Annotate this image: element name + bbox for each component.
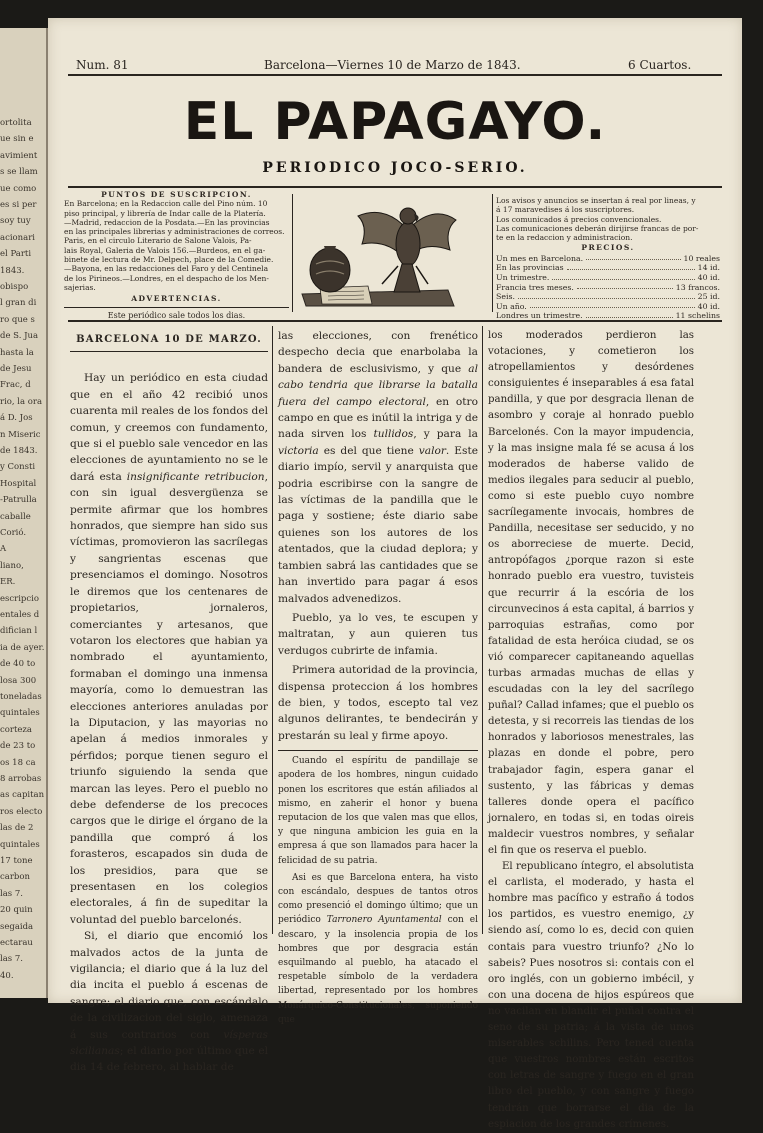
paragraph: Pueblo, ya lo ves, te escupen y maltratan, y aun quieren tus verdugos cubrirte de infamia.: [278, 611, 478, 657]
price-row: [496, 292, 720, 302]
paragraph: [70, 928, 268, 1076]
price-value: 25 id.: [697, 292, 720, 302]
prices-title: PRECIOS.: [581, 243, 635, 253]
fragment-line: toneladas: [0, 692, 42, 702]
paragraph: Cuando el espíritu de pandillaje se apodera de los hombres, ningun cuidado ponen los escritores que están afiliados al mismo, en zaherir el honor y buena reputacion de los que valen mas que ellos, y que ninguna ambicion les guia en la empresa á que son llamados para hacer la felicidad de su patria.: [278, 756, 478, 866]
fragment-line: acionari: [0, 232, 35, 243]
text-italic: Tarronero Ayuntamental: [326, 915, 442, 926]
text-italic: valor: [418, 444, 446, 457]
fragment-line: rio, la ora: [0, 396, 43, 407]
column-3: [488, 328, 694, 1133]
fragment-line: n Miseric: [0, 429, 41, 440]
fragment-line: 1843.: [0, 265, 25, 276]
prices-table: [496, 254, 720, 321]
fragment-line: de S. Jua: [0, 331, 39, 342]
text: , y para la: [413, 428, 478, 441]
fragment-line: de 1843.: [0, 446, 38, 456]
text-line: en las principales librerias y administraciones de correos.: [64, 227, 285, 237]
prices-box: [496, 196, 720, 321]
box-divider-right: [492, 194, 493, 312]
text: ; el diario por último que el dia 14 de febrero, al hablar de: [70, 1045, 268, 1074]
fragment-line: obispo: [0, 282, 29, 292]
text-line: de los Pirineos.—Londres, en el despacho de los Men-: [64, 273, 269, 283]
subscription-box: [64, 190, 289, 320]
price-label: Londres un trimestre.: [496, 311, 583, 321]
dot-leader: [518, 292, 695, 299]
price-label: Un año.: [496, 301, 527, 311]
text-italic: tullidos: [373, 428, 414, 441]
fragment-line: A: [0, 544, 7, 555]
fragment-line: quintales: [0, 839, 40, 850]
fragment-line: las 7.: [0, 954, 23, 965]
text-line: te en la redaccion y administracion.: [496, 233, 633, 243]
fragment-line: Frac, d: [0, 380, 31, 391]
text-italic: vísperas sicilianas: [70, 1028, 268, 1058]
text: Si, el diario que encomió los malvados actos de la junta de vigilancia; el diario que á la luz del dia incita el pueblo á escenas de sangre; el diario que, con escándalo de la civilizacion del siglo, amenaza á sus contrarios con: [70, 930, 268, 1041]
daily-note: Este periódico sale todos los dias.: [64, 307, 289, 320]
subscription-title: PUNTOS DE SUSCRIPCION.: [101, 190, 252, 199]
fragment-line: de 23 to: [0, 741, 36, 752]
price-value: 11 schelins: [675, 311, 720, 321]
fragment-line: quintales: [0, 708, 40, 719]
dot-leader: [586, 254, 680, 261]
fragment-line: 20 quin: [0, 905, 33, 916]
masthead-title: EL PAPAGAYO.: [183, 92, 607, 152]
price-value: 40 id.: [697, 301, 720, 311]
price-label: Un trimestre.: [496, 272, 550, 282]
column-rule: [272, 326, 273, 934]
fragment-line: entales d: [0, 610, 40, 620]
text: es del que tiene: [318, 444, 419, 457]
fragment-line: es si per: [0, 200, 37, 210]
box-divider-left: [292, 194, 293, 312]
price-row: [496, 263, 720, 273]
text: Asi es que Barcelona entera, ha visto con escándalo, despues de tantos otros como presenció el domingo último; que un periódico: [278, 872, 478, 926]
price-value: 14 id.: [697, 263, 720, 273]
text-line: Los comunicados á precios convencionales.: [496, 214, 662, 224]
text-line: Las comunicaciones deberán dirijirse francas de por-: [496, 223, 699, 233]
fragment-line: caballe: [0, 511, 31, 522]
dot-leader: [586, 311, 673, 318]
issue-number: Num. 81: [76, 58, 129, 72]
text-line: —Madrid, redaccion de la Posdata.—En las provincias: [64, 217, 270, 227]
fragment-line: de 40 to: [0, 659, 36, 670]
fragment-line: las de 2: [0, 823, 34, 834]
fragment-line: á D. Jos: [0, 413, 33, 424]
price-label: Seis.: [496, 292, 515, 302]
fragment-line: -Patrulla: [0, 495, 37, 506]
fragment-line: ER.: [0, 577, 16, 588]
fragment-line: escripcio: [0, 593, 39, 604]
text-line: Los avisos y anuncios se insertan á real por lineas, y: [496, 196, 696, 205]
fragment-line: ro que s: [0, 314, 35, 325]
fragment-line: ia de ayer.: [0, 642, 45, 653]
body-top-rule: [68, 320, 722, 322]
fragment-line: ue sin e: [0, 134, 34, 145]
fragment-line: os 18 ca: [0, 757, 36, 768]
fragment-line: 17 tone: [0, 856, 33, 866]
masthead-subtitle: PERIODICO JOCO-SERIO.: [262, 160, 528, 176]
paragraph: [278, 328, 478, 607]
dot-leader: [530, 302, 695, 309]
fragment-line: difician l: [0, 626, 38, 637]
paragraph: [278, 871, 478, 1027]
fragment-line: corteza: [0, 724, 32, 735]
price-value: 40 id.: [697, 272, 720, 282]
fragment-line: Hospital: [0, 478, 37, 489]
fragment-line: y Consti: [0, 462, 36, 473]
price-value: 10 reales: [683, 253, 720, 263]
dot-leader: [577, 283, 673, 290]
paragraph: [70, 370, 268, 928]
text-line: sajerias.: [64, 282, 96, 292]
text-line: á 17 maravedises á los suscriptores.: [496, 205, 635, 215]
masthead-rule: [68, 186, 722, 188]
fragment-line: 8 arrobas: [0, 774, 42, 784]
fragment-line: ectarau: [0, 938, 33, 948]
text-line: piso principal, y librería de Indar calle de la Platería.: [64, 208, 266, 218]
text-line: binete de lectura de Mr. Delpech, place de la Comedie.: [64, 255, 274, 265]
price-row: [496, 273, 720, 283]
column-1: [70, 328, 268, 1076]
fragment-line: l gran di: [0, 298, 37, 309]
separator: [278, 750, 478, 751]
fragment-line: Corió.: [0, 528, 27, 538]
text-line: Paris, en el circulo Literario de Salone Valois, Pa-: [64, 236, 252, 246]
note-block: [278, 754, 478, 1027]
text-italic: insignificante retribucion: [126, 470, 265, 483]
fragment-line: ue como: [0, 183, 37, 194]
paragraph: El republicano íntegro, el absolutista el carlista, el moderado, y hasta el hombre mas pacífico y estraño á todos los partidos, es vuestro enemigo, ¿y siendo así, como lo es, decid con quien contais para vuestro triunfo? ¿No lo sabeis? Pues nosotros si: contais con el oro inglés, con un gobierno imbécil, y con una docena de hijos espúreos que no vacilan en blandir el puñal contra el seno de su patria; á la vista de unos miserables schilins. Pero tened cuenta que vuestros nombres están escritos con letras de sangre y fuego en el gran libro del pueblo, y con sangre y fuego tendrán que borrarse el dia de la espiacion de los grandes crímenes.: [488, 861, 694, 1130]
column-rule: [482, 326, 483, 934]
column-2: [278, 328, 478, 1027]
price-row: [496, 302, 720, 312]
paragraph: Primera autoridad de la provincia, dispensa proteccion á los hombres de bien, y todos, escepto tal vez algunos delirantes, te bendecirán y prestarán su leal y firme apoyo.: [278, 664, 478, 742]
price-row: [496, 283, 720, 293]
section-heading: BARCELONA 10 DE MARZO.: [70, 332, 268, 352]
fragment-line: losa 300: [0, 675, 37, 686]
subscription-lines: [64, 199, 289, 292]
price-label: En las provincias: [496, 263, 564, 273]
fragment-line: de Jesu: [0, 364, 32, 374]
advertencias-title: ADVERTENCIAS.: [131, 294, 222, 304]
fragment-line: carbon: [0, 872, 30, 883]
text-line: En Barcelona; en la Redaccion calle del Pino núm. 10: [64, 199, 268, 209]
text: , con sin igual desvergüenza se permite afirmar que los hombres honrados, que siempre han sido sus víctimas, promovieron las sacrílegas y sangrientas escenas que presenciamos el domingo. Nosotros le diremos que los centenares de propietarios, jornaleros, comerciantes y artesanos, que votaron los electores que habian ya nombrado el ayuntamiento, formaban el domingo una inmensa mayoría, como lo demuestran las elecciones anteriores anuladas por la Diputacion, y las mayorias no apelan á medios inmorales y pérfidos; porque tienen seguro el triunfo siguiendo la senda que marcan las leyes. Pero el pueblo no debe defenderse de los precoces cargos que le dirige el órgano de la pandilla que compró á los forasteros, escapados sin duda de los presidios, para que se presentasen en los colegios electorales, á fin de supeditar la voluntad del pueblo barcelonés.: [70, 470, 268, 926]
paragraph: los moderados perdieron las votaciones, y cometieron los atropellamientos y desórdenes consiguientes é inseparables á esa fatal pandilla, y que por desgracia llenan de asombro y coraje al honrado pueblo Barcelonés. Con la mayor impudencia, y la mas insigne mala fé se acusa á los moderados de haberse valido de medios ilegales para seducir al pueblo, como si este pueblo cuyo nombre sacrílegamente invocais, hombres de Pandilla, necesitase ser seducido, y no os aborreciese de muerte. Decid, antropófagos ¿porque razon si este honrado pueblo era vuestro, tuvisteis que recurrir á la escória de los circunvecinos á esta capital, á barrios y parroquias estrañas, como por fatalidad de esta heróica ciudad, se os vió comparecer capitaneando aquellas turbas armadas muchas de ellas y escudadas con la ley del sacrílego puñal? Callad infames; que el pueblo os detesta, y si recorreis las tiendas de los honrados y laboriosos menestrales, las plazas en donde el pobre, pero trabajador fagin, espera ganar el sustento, y las fábricas y demas talleres donde opera el pacífico jornalero, en todas si, en todas oireis maldecir vuestros nombres, y señalar el fin que os reserva el pueblo.: [488, 330, 694, 856]
text-line: lais Royal, Galeria de Valois 156.—Burdeos, en el ga-: [64, 245, 266, 255]
price-label: Francia tres meses.: [496, 282, 574, 292]
fragment-line: las 7.: [0, 888, 23, 899]
text: . Este diario impío, servil y anarquista que podria escribirse con la sangre de las víctimas de la pandilla que le paga y sostiene; éste diario sabe quienes son los autores de los atentados, que la ciudad deplora; y tambien sabrá las cantidades que se han invertido para pagar á esos malvados advenedizos.: [278, 444, 478, 605]
fragment-line: 40.: [0, 970, 14, 981]
dot-leader: [552, 273, 694, 280]
dot-leader: [567, 263, 695, 270]
price-label: Un mes en Barcelona.: [496, 253, 584, 263]
adjacent-page-fragment: [0, 28, 48, 998]
text: , en otro campo en que es inútil la intriga y de nada sirven los: [278, 395, 478, 441]
prices-intro: [496, 196, 720, 242]
text-line: —Bayona, en las redacciones del Faro y del Centinela: [64, 264, 269, 274]
text: las elecciones, con frenético despecho decia que enarbolaba la bandera de esclusivismo, y que: [278, 330, 478, 375]
dateline: Barcelona—Viernes 10 de Marzo de 1843.: [264, 58, 521, 72]
text-italic: victoria: [278, 444, 319, 457]
newspaper-page: [48, 18, 742, 1130]
fragment-line: avimient: [0, 150, 38, 161]
price-value: 13 francos.: [675, 282, 720, 292]
fragment-line: el Parti: [0, 249, 32, 260]
text-italic: al cabo tendria que librarse la batalla fuera del campo electoral: [278, 362, 478, 408]
header-rule: [68, 74, 722, 76]
fragment-line: hasta la: [0, 347, 34, 358]
fragment-line: s se llam: [0, 167, 38, 178]
fragment-line: soy tuy: [0, 216, 31, 227]
parrot-illustration: [298, 200, 488, 310]
fragment-line: ortolita: [0, 118, 32, 128]
fragment-line: ros electo: [0, 806, 43, 817]
text: con el descaro, y la insolencia propia de los hombres que por desgracia están esquilmando al pueblo, ha atacado el respetable símbolo de la verdadera libertad, representado por los hombres Monárquico-Constitucionales, suponiendo que: [278, 915, 478, 1025]
text: Hay un periódico en esta ciudad que en el año 42 recibió unos cuarenta mil reales de los fondos del comun, y creemos con fundamento, que si el pueblo sale vencedor en las elecciones de ayuntamiento no se le dará esta: [70, 372, 268, 483]
fragment-line: segaida: [0, 921, 34, 932]
fragment-line: liano,: [0, 560, 24, 571]
price-row: [496, 254, 720, 264]
fragment-line: as capitan: [0, 790, 45, 801]
price: 6 Cuartos.: [628, 58, 692, 72]
